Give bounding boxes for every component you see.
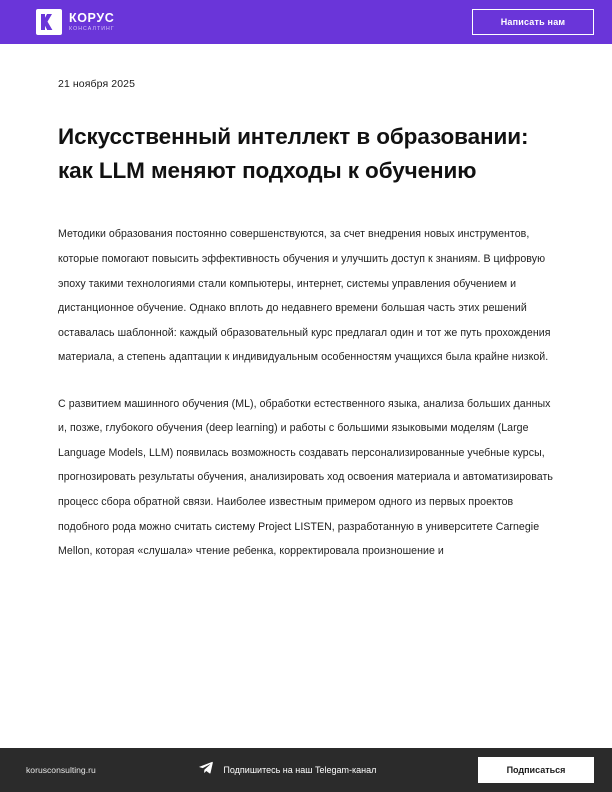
footer-site-url: korusconsulting.ru: [26, 765, 96, 775]
page-footer: [0, 748, 612, 792]
publication-date: 21 ноября 2025: [58, 78, 136, 90]
korus-k-logo-icon: [36, 9, 62, 35]
footer-cta-text: Подпишитесь на наш Telegam-канал: [223, 765, 377, 775]
footer-telegram-cta[interactable]: [96, 759, 478, 781]
telegram-icon: [197, 759, 214, 781]
page-header: [0, 0, 612, 44]
page-title: Искусственный интеллект в образовании: как LLM меняют подходы к обучению: [58, 124, 529, 184]
subscribe-button[interactable]: Подписаться: [478, 757, 594, 783]
logo-text: [69, 12, 115, 32]
contact-us-button[interactable]: Написать нам: [472, 9, 594, 35]
article-content: [0, 44, 612, 564]
article-paragraph: С развитием машинного обучения (ML), обработки естественного языка, анализа больших данных и, позже, глубокого обучения (deep learning) и работы с большими языковыми моделям (Large Language Models, LLM) появилась возможность создавать персонализированные учебные курсы, прогнозировать результаты обучения, анализировать ход освоения материала и автоматизировать процесс сбора обратной связи. Наиболее известным примером одного из первых проектов подобного рода можно считать систему Project LISTEN, разработанную в университете Carnegie Mellon, которая «слушала» чтение ребенка, корректировала произношение и: [58, 397, 553, 558]
korus-logo[interactable]: [36, 9, 115, 35]
logo-subtitle: КОНСАЛТИНГ: [69, 25, 115, 32]
logo-title: КОРУС: [69, 11, 115, 26]
article-paragraph: Методики образования постоянно совершенствуются, за счет внедрения новых инструментов, которые помогают повысить эффективность обучения и улучшить доступ к знаниям. В цифровую эпоху такими технологиями стали компьютеры, интернет, системы управления обучением и дистанционное обучение. Однако вплоть до недавнего времени большая часть этих решений оставалась шаблонной: каждый образовательный курс предлагал один и тот же путь прохождения материала, а степень адаптации к индивидуальным особенностям учащихся была крайне низкой.: [58, 228, 551, 364]
